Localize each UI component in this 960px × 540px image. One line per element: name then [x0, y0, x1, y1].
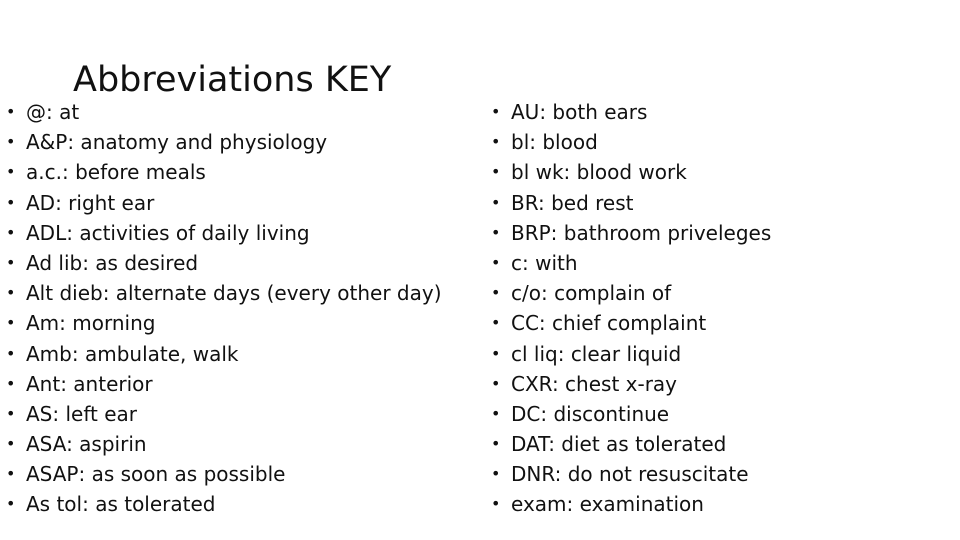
bullet-icon: •: [491, 343, 501, 363]
list-item-text: DAT: diet as tolerated: [511, 432, 727, 457]
bullet-icon: •: [6, 252, 16, 272]
bullet-icon: •: [491, 252, 501, 272]
list-item: [6, 127, 466, 157]
list-item-text: AS: left ear: [26, 401, 138, 426]
bullet-icon: •: [6, 343, 16, 363]
bullet-icon: •: [6, 313, 16, 333]
list-item: [491, 278, 951, 308]
list-item-text: bl wk: blood work: [511, 160, 687, 185]
list-item: [6, 248, 466, 278]
list-item-text: @: at: [26, 100, 80, 124]
bullet-icon: •: [6, 373, 16, 393]
list-item-text: DC: discontinue: [511, 401, 670, 426]
list-item: [6, 157, 466, 187]
list-item-text: Ant: anterior: [26, 371, 153, 396]
bullet-icon: •: [491, 313, 501, 333]
list-item: [491, 308, 951, 338]
bullet-icon: •: [491, 132, 501, 152]
list-item: [491, 248, 951, 278]
list-item-text: BRP: bathroom priveleges: [511, 220, 772, 245]
list-item-text: ASAP: as soon as possible: [26, 462, 286, 487]
list-item: [491, 97, 951, 127]
list-item-text: a.c.: before meals: [26, 160, 206, 185]
list-item-text: DNR: do not resuscitate: [511, 462, 749, 487]
list-item-text: Ad lib: as desired: [26, 250, 199, 275]
list-item-text: ADL: activities of daily living: [26, 220, 310, 245]
list-item: [491, 369, 951, 399]
list-item-text: Alt dieb: alternate days (every other day): [26, 281, 442, 306]
slide-title: Abbreviations KEY: [73, 60, 392, 100]
bullet-icon: •: [491, 494, 501, 514]
list-item-text: ASA: aspirin: [26, 432, 147, 457]
list-item: [6, 399, 466, 429]
list-item: [6, 489, 466, 519]
list-item-text: c: with: [511, 250, 578, 275]
bullet-icon: •: [6, 494, 16, 514]
bullet-icon: •: [6, 283, 16, 303]
list-item: [491, 188, 951, 218]
bullet-icon: •: [491, 192, 501, 212]
list-item-text: AD: right ear: [26, 190, 155, 215]
bullet-icon: •: [491, 464, 501, 484]
list-item: [6, 339, 466, 369]
list-item-text: As tol: as tolerated: [26, 492, 216, 517]
bullet-icon: •: [6, 403, 16, 423]
list-item-text: CXR: chest x-ray: [511, 371, 678, 396]
bullet-icon: •: [491, 434, 501, 454]
right-abbreviation-list: [491, 97, 951, 520]
list-item-text: AU: both ears: [511, 100, 648, 124]
list-item-text: cl liq: clear liquid: [511, 341, 682, 366]
list-item: [491, 489, 951, 519]
list-item: [6, 369, 466, 399]
list-item-text: CC: chief complaint: [511, 311, 707, 336]
list-item: [491, 218, 951, 248]
bullet-icon: •: [6, 222, 16, 242]
list-item: [491, 399, 951, 429]
list-item: [6, 188, 466, 218]
list-item: [491, 157, 951, 187]
bullet-icon: •: [6, 464, 16, 484]
bullet-icon: •: [6, 192, 16, 212]
list-item: [6, 278, 466, 308]
left-abbreviation-list: [6, 97, 466, 520]
list-item: [491, 429, 951, 459]
list-item: [6, 459, 466, 489]
list-item-text: bl: blood: [511, 130, 598, 155]
list-item: [491, 127, 951, 157]
list-item-text: exam: examination: [511, 492, 704, 517]
list-item: [491, 459, 951, 489]
list-item: [6, 308, 466, 338]
list-item: [6, 218, 466, 248]
list-item-text: BR: bed rest: [511, 190, 634, 215]
bullet-icon: •: [491, 403, 501, 423]
list-item-text: c/o: complain of: [511, 281, 672, 306]
list-item-text: A&P: anatomy and physiology: [26, 130, 328, 155]
bullet-icon: •: [491, 162, 501, 182]
bullet-icon: •: [6, 162, 16, 182]
bullet-icon: •: [491, 102, 501, 121]
bullet-icon: •: [6, 434, 16, 454]
list-item-text: Am: morning: [26, 311, 156, 336]
bullet-icon: •: [491, 283, 501, 303]
bullet-icon: •: [491, 222, 501, 242]
list-item: [491, 339, 951, 369]
bullet-icon: •: [6, 102, 16, 121]
list-item-text: Amb: ambulate, walk: [26, 341, 239, 366]
bullet-icon: •: [491, 373, 501, 393]
list-item: [6, 97, 466, 127]
list-item: [6, 429, 466, 459]
bullet-icon: •: [6, 132, 16, 152]
